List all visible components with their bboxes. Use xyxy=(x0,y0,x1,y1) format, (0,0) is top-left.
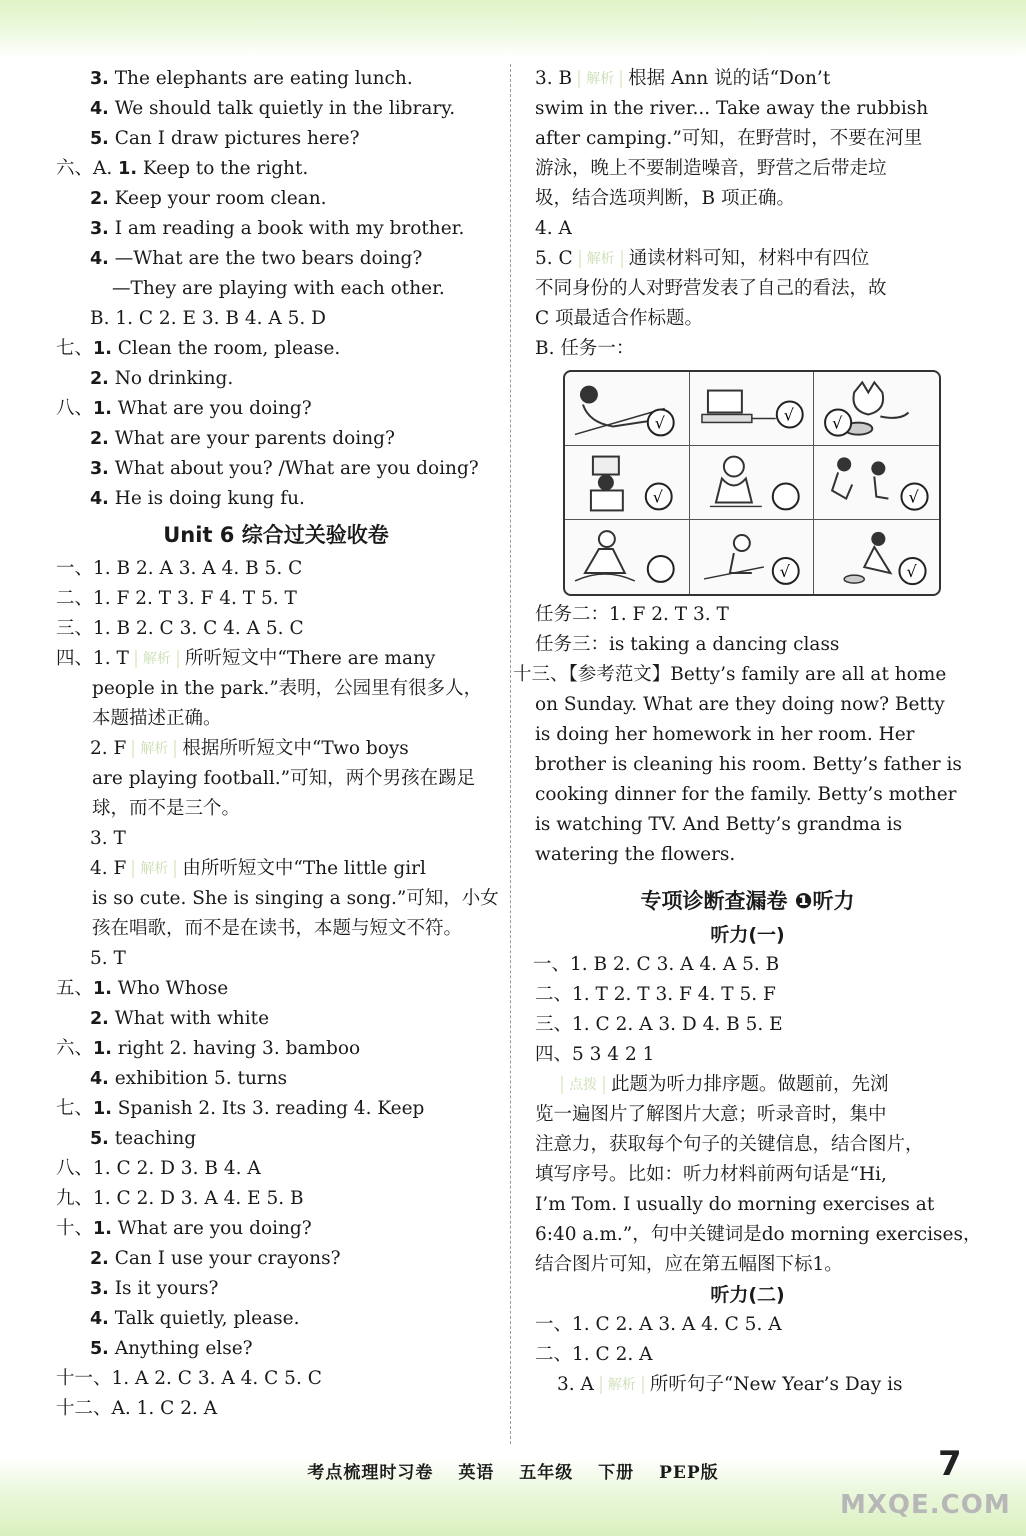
answer-line: 4. exhibition 5. turns xyxy=(90,1068,288,1089)
explanation-text: 根据 Ann 说的话“Don’t xyxy=(628,68,831,89)
column-divider xyxy=(510,64,511,1444)
svg-text:√: √ xyxy=(779,561,790,581)
answer-key: 4. F xyxy=(90,858,127,879)
answer-line: 3. Is it yours? xyxy=(90,1278,219,1299)
svg-text:√: √ xyxy=(908,487,920,507)
page-footer xyxy=(0,1458,1026,1483)
picture-cell xyxy=(814,520,939,594)
left-column xyxy=(56,64,499,1424)
analysis-tag: 解析 xyxy=(578,70,622,88)
answer-line: 十一、1. A 2. C 3. A 4. C 5. C xyxy=(56,1368,322,1389)
site-watermark: MXQE.COM xyxy=(840,1490,1011,1520)
essay-text: watering the flowers. xyxy=(535,844,736,865)
footer-subject: 英语 xyxy=(458,1463,495,1483)
explanation-text: are playing football.”可知，两个男孩在踢足 xyxy=(92,768,476,789)
answer-line: 任务二：1. F 2. T 3. T xyxy=(535,604,729,625)
explanation-text: after camping.”可知，在野营时，不要在河里 xyxy=(535,128,923,149)
answer-line: 2. Can I use your crayons? xyxy=(90,1248,341,1269)
essay-text: cooking dinner for the family. Betty’s mother xyxy=(535,784,957,805)
explained-answer xyxy=(535,1370,960,1400)
tip-text: I’m Tom. I usually do morning exercises at xyxy=(535,1194,935,1215)
answer-line: 2. Keep your room clean. xyxy=(90,188,327,209)
answer-line: 三、1. C 2. A 3. D 4. B 5. E xyxy=(535,1014,783,1035)
picture-cell xyxy=(814,446,939,520)
explained-answer xyxy=(56,734,496,824)
answer-line: 2. What with white xyxy=(90,1008,270,1029)
svg-text:√: √ xyxy=(906,562,918,582)
answer-line: 二、1. F 2. T 3. F 4. T 5. T xyxy=(56,588,297,609)
footer-edition: PEP版 xyxy=(659,1463,719,1483)
picture-cell xyxy=(814,372,939,446)
answer-line: 4. A xyxy=(535,218,572,239)
analysis-tag: 解析 xyxy=(132,740,176,758)
footer-volume: 下册 xyxy=(598,1463,635,1483)
explanation-text: 由所听短文中“The little girl xyxy=(182,858,426,879)
answer-line: 八、1. What are you doing? xyxy=(56,398,312,419)
answer-line: 六、A. 1. Keep to the right. xyxy=(56,158,309,179)
explained-answer xyxy=(56,644,496,734)
explanation-text: 所听短文中“There are many xyxy=(184,648,436,669)
answer-line: 一、1. B 2. C 3. A 4. A 5. B xyxy=(533,954,780,975)
task-label: B. 任务一： xyxy=(535,338,635,359)
essay-text: is watching TV. And Betty’s grandma is xyxy=(535,814,903,835)
answer-line: 3. The elephants are eating lunch. xyxy=(90,68,413,89)
analysis-tag: 解析 xyxy=(600,1376,644,1394)
answer-line: 一、1. C 2. A 3. A 4. C 5. A xyxy=(535,1314,782,1335)
explanation-text: people in the park.”表明，公园里有很多人， xyxy=(92,678,483,699)
picture-cell xyxy=(690,520,815,594)
answer-key: 3. B xyxy=(535,68,573,89)
unit-section-title: Unit 6 综合过关验收卷 xyxy=(163,523,389,547)
answer-line: 七、1. Clean the room, please. xyxy=(56,338,341,359)
picture-cell xyxy=(565,446,690,520)
answer-line: 十、1. What are you doing? xyxy=(56,1218,312,1239)
answer-line: 任务三：is taking a dancing class xyxy=(535,634,840,655)
svg-text:√: √ xyxy=(832,413,843,433)
picture-cell xyxy=(565,372,690,446)
answer-line: 2. What are your parents doing? xyxy=(90,428,395,449)
answer-line: 五、1. Who Whose xyxy=(56,978,229,999)
answer-key: 3. A xyxy=(557,1374,594,1395)
answer-line: 八、1. C 2. D 3. B 4. A xyxy=(56,1158,261,1179)
essay-text: on Sunday. What are they doing now? Betty xyxy=(535,694,945,715)
answer-line: 4. We should talk quietly in the library. xyxy=(90,98,456,119)
sample-essay xyxy=(513,660,962,870)
picture-cell xyxy=(690,372,815,446)
answer-line: 四、5 3 4 2 1 xyxy=(535,1044,655,1065)
listening-2-title: 听力(二) xyxy=(710,1284,785,1306)
explanation-text: is so cute. She is singing a song.”可知，小女 xyxy=(92,888,499,909)
special-section-title: 专项诊断查漏卷 ❶听力 xyxy=(640,889,855,913)
answer-line: 二、1. T 2. T 3. F 4. T 5. F xyxy=(535,984,776,1005)
explanation-text: 通读材料可知，材料中有四位 xyxy=(628,248,870,269)
tip-text: 览一遍图片了解图片大意；听录音时，集中 xyxy=(535,1104,887,1125)
tip-text: 注意力，获取每个句子的关键信息，结合图片， xyxy=(535,1134,924,1155)
answer-line: 二、1. C 2. A xyxy=(535,1344,653,1365)
explanation-text: 本题描述正确。 xyxy=(92,708,222,729)
answer-line: 3. I am reading a book with my brother. xyxy=(90,218,465,239)
answer-line: 4. Talk quietly, please. xyxy=(90,1308,300,1329)
top-decor-band xyxy=(0,0,1026,58)
answer-line: 5. teaching xyxy=(90,1128,197,1149)
svg-text:√: √ xyxy=(654,413,665,433)
analysis-tag: 解析 xyxy=(579,250,623,268)
tip-text: 6:40 a.m.”，句中关键词是do morning exercises， xyxy=(535,1224,982,1245)
essay-label: 十三、【参考范文】 xyxy=(513,664,671,685)
listening-1-title: 听力(一) xyxy=(710,924,785,946)
picture-cell xyxy=(690,446,815,520)
answer-line: B. 1. C 2. E 3. B 4. A 5. D xyxy=(90,308,326,329)
explanation-text: swim in the river... Take away the rubbish xyxy=(535,98,929,119)
tip-tag: 点拨 xyxy=(561,1076,605,1094)
answer-line: 2. No drinking. xyxy=(90,368,234,389)
picture-cell xyxy=(565,520,690,594)
explanation-text: 不同身份的人对野营发表了自己的看法，故 xyxy=(535,278,887,299)
svg-text:√: √ xyxy=(652,487,663,507)
footer-book-title: 考点梳理时习卷 xyxy=(307,1463,434,1483)
answer-line: 六、1. right 2. having 3. bamboo xyxy=(56,1038,361,1059)
right-column xyxy=(513,64,982,1400)
answer-line: 七、1. Spanish 2. Its 3. reading 4. Keep xyxy=(56,1098,425,1119)
explanation-text: 游泳，晚上不要制造噪音，野营之后带走垃 xyxy=(535,158,887,179)
answer-line: 九、1. C 2. D 3. A 4. E 5. B xyxy=(56,1188,304,1209)
answer-key: 2. F xyxy=(90,738,127,759)
tip-text: 结合图片可知，应在第五幅图下标1。 xyxy=(535,1254,843,1275)
essay-text: brother is cleaning his room. Betty’s father is xyxy=(535,754,962,775)
answer-line: 5. Anything else? xyxy=(90,1338,253,1359)
answer-line: 三、1. B 2. C 3. C 4. A 5. C xyxy=(56,618,304,639)
explanation-text: 根据所听短文中“Two boys xyxy=(182,738,409,759)
answer-line: 5. T xyxy=(90,948,126,969)
answer-line: —They are playing with each other. xyxy=(112,278,445,299)
picture-grid xyxy=(563,370,941,596)
page-number: 7 xyxy=(938,1444,962,1484)
explanation-text: 孩在唱歌，而不是在读书，本题与短文不符。 xyxy=(92,918,463,939)
answer-line: 十二、A. 1. C 2. A xyxy=(56,1398,218,1419)
answer-line: 5. Can I draw pictures here? xyxy=(90,128,360,149)
explanation-text: 所听句子“New Year’s Day is xyxy=(649,1374,903,1395)
answer-key: 四、1. T xyxy=(56,648,129,669)
analysis-tag: 解析 xyxy=(135,650,179,668)
svg-text:√: √ xyxy=(783,405,794,425)
explanation-text: 球，而不是三个。 xyxy=(92,798,241,819)
answer-line: 3. T xyxy=(90,828,126,849)
answer-line: 4. He is doing kung fu. xyxy=(90,488,305,509)
explanation-text: C 项最适合作标题。 xyxy=(535,308,704,329)
analysis-tag: 解析 xyxy=(132,860,176,878)
essay-text: Betty’s family are all at home xyxy=(670,664,947,685)
explained-answer xyxy=(535,64,960,214)
answer-line: 3. What about you? /What are you doing? xyxy=(90,458,479,479)
tip-text: 此题为听力排序题。做题前，先浏 xyxy=(611,1074,889,1095)
tip-block xyxy=(535,1070,982,1280)
answer-line: 4. —What are the two bears doing? xyxy=(90,248,423,269)
essay-text: is doing her homework in her room. Her xyxy=(535,724,915,745)
explained-answer xyxy=(535,244,960,334)
explained-answer xyxy=(56,854,499,944)
answer-line: 一、1. B 2. A 3. A 4. B 5. C xyxy=(56,558,303,579)
answer-key: 5. C xyxy=(535,248,573,269)
explanation-text: 圾，结合选项判断，B 项正确。 xyxy=(535,188,795,209)
footer-grade: 五年级 xyxy=(519,1463,574,1483)
tip-text: 填写序号。比如：听力材料前两句话是“Hi, xyxy=(535,1164,887,1185)
